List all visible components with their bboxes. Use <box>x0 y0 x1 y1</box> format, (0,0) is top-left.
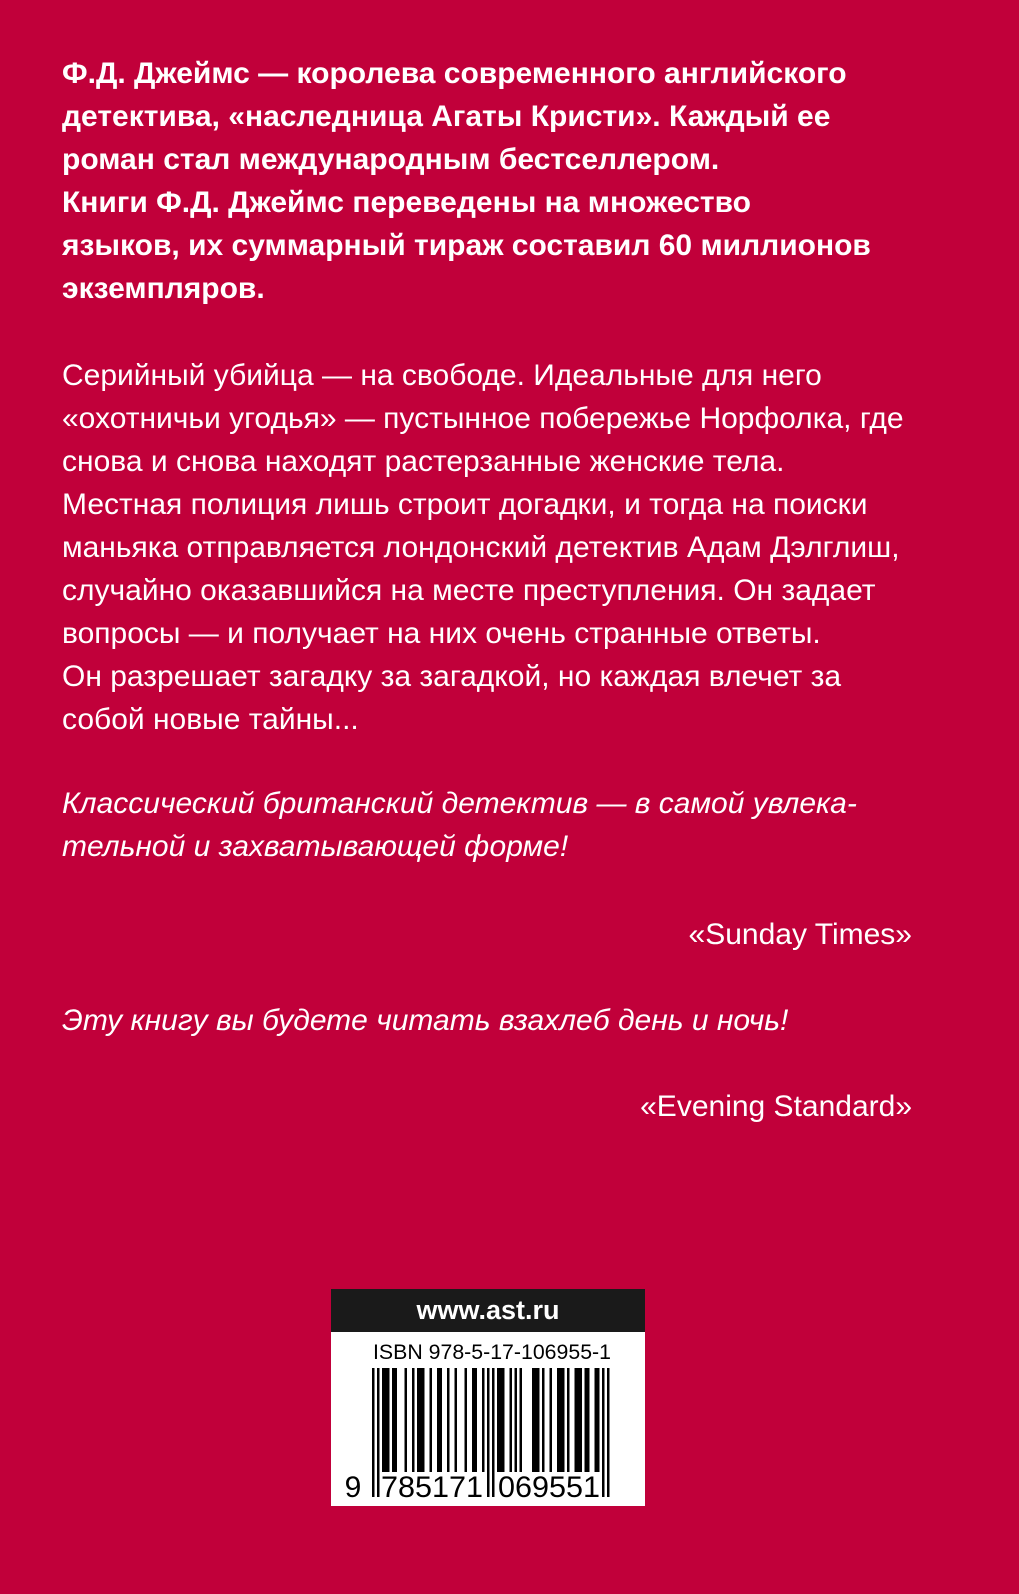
author-intro-line: языков, их суммарный тираж составил 60 миллионов <box>62 229 871 262</box>
barcode-bar <box>542 1368 545 1472</box>
barcode-label <box>331 1289 645 1506</box>
barcode-bar <box>430 1368 433 1472</box>
review-quote <box>62 782 857 868</box>
synopsis <box>62 354 904 741</box>
barcode-bar <box>472 1368 477 1472</box>
barcode-bar <box>447 1368 450 1472</box>
barcode-guard-bar <box>487 1368 490 1497</box>
barcode-bar <box>532 1368 540 1472</box>
synopsis-line: вопросы — и получает на них очень странные ответы. <box>62 617 821 650</box>
synopsis-line: случайно оказавшийся на месте преступления. Он задает <box>62 574 876 607</box>
synopsis-line: Он разрешает загадку за загадкой, но каждая влечет за <box>62 660 842 693</box>
barcode-bar <box>520 1368 523 1472</box>
barcode-bar <box>437 1368 442 1472</box>
barcode-guard-bar <box>602 1368 605 1497</box>
barcode-digit: 9 <box>344 1471 362 1504</box>
author-intro <box>62 52 871 310</box>
barcode-bar <box>575 1368 583 1472</box>
barcode-bar <box>585 1368 590 1472</box>
synopsis-line: «охотничьи угодья» — пустынное побережье Норфолка, где <box>62 402 904 435</box>
synopsis-line: маньяка отправляется лондонский детектив Адам Дэлглиш, <box>62 531 900 564</box>
barcode-digit: 069551 <box>498 1471 600 1504</box>
barcode-bar <box>482 1368 485 1472</box>
review-source: «Evening Standard» <box>640 1090 912 1123</box>
barcode-bar <box>412 1368 415 1472</box>
barcode-bar <box>550 1368 553 1472</box>
review-source: «Sunday Times» <box>688 918 912 951</box>
author-intro-line: роман стал международным бестселлером. <box>62 143 720 176</box>
barcode-bar <box>567 1368 570 1472</box>
barcode-bar <box>405 1368 408 1472</box>
barcode-digit: 785171 <box>381 1471 483 1504</box>
review-quote-line: тельной и захватывающей форме! <box>62 830 569 863</box>
synopsis-line: снова и снова находят растерзанные женские тела. <box>62 445 785 478</box>
isbn-number: ISBN 978-5-17-106955-1 <box>373 1341 611 1364</box>
barcode-bar <box>595 1368 600 1472</box>
barcode-bar <box>557 1368 565 1472</box>
barcode-bar <box>510 1368 513 1472</box>
synopsis-line: собой новые тайны... <box>62 703 359 736</box>
barcode-guard-bar <box>607 1368 610 1497</box>
barcode-bar <box>392 1368 397 1472</box>
barcode-guard-bar <box>377 1368 380 1497</box>
review-quote <box>62 999 788 1042</box>
author-intro-line: детектива, «наследница Агаты Кристи». Каждый ее <box>62 100 831 133</box>
barcode-bar <box>455 1368 458 1472</box>
website-url: www.ast.ru <box>331 1289 645 1332</box>
author-intro-line: Книги Ф.Д. Джеймс переведены на множество <box>62 186 751 219</box>
barcode-guard-bar <box>492 1368 495 1497</box>
review-quote-line: Эту книгу вы будете читать взахлеб день и ночь! <box>62 1004 789 1037</box>
synopsis-line: Местная полиция лишь строит догадки, и тогда на поиски <box>62 488 868 521</box>
synopsis-line: Серийный убийца — на свободе. Идеальные для него <box>62 359 822 392</box>
barcode-guard-bar <box>372 1368 375 1497</box>
barcode <box>331 1332 645 1506</box>
barcode-bar <box>465 1368 468 1472</box>
review-quote-line: Классический британский детектив — в самой увлека- <box>62 787 857 820</box>
author-intro-line: Ф.Д. Джеймс — королева современного английского <box>62 57 847 90</box>
barcode-bar <box>497 1368 505 1472</box>
barcode-bar <box>382 1368 390 1472</box>
barcode-bar <box>417 1368 425 1472</box>
barcode-bar <box>515 1368 518 1472</box>
author-intro-line: экземпляров. <box>62 272 265 305</box>
